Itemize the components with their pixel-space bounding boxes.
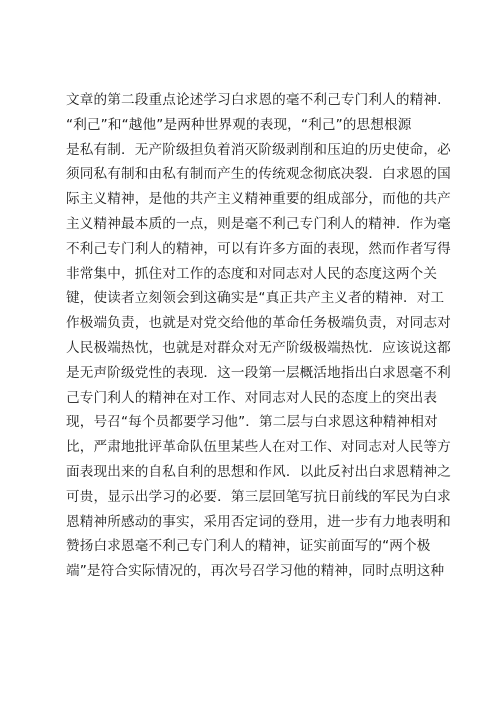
- text-line: 面表现出来的自私自利的思想和作风．以此反衬出白求恩精神之: [66, 463, 451, 480]
- text-line: 键，使读者立刻领会到这确实是“真正共产主义者的精神．对工: [66, 290, 445, 307]
- text-line: “利己”和“越他”是两种世界观的表现，“利己”的思想根源: [66, 116, 412, 133]
- text-line: 文章的第二段重点论述学习白求恩的毫不利己专门利人的精神.: [66, 92, 442, 108]
- text-line: 赞扬白求恩毫不利己专门利人的精神，证实前面写的“两个极: [66, 538, 431, 555]
- body-paragraph: [66, 88, 451, 584]
- text-line: 是无声阶级党性的表现．这一段第一层概活地指出白求恩毫不利: [66, 364, 451, 381]
- text-line: 己专门利人的精神在对工作、对同志对人民的态度上的突出表: [66, 389, 438, 406]
- text-line: 人民极端热忱，也就是对群众对无产阶级极端热忱．应该说这都: [66, 339, 451, 356]
- text-line: 是私有制．无产阶级担负着消灭阶级剥削和压迫的历史使命，必: [66, 141, 451, 158]
- text-line: 可贵，显示出学习的必要．第三层回笔写抗日前线的军民为白求: [66, 488, 451, 505]
- text-line: 须同私有制和由私有制而产生的传统观念彻底决裂．白求恩的国: [66, 166, 451, 183]
- text-line: 非常集中，抓住对工作的态度和对同志对人民的态度这两个关: [66, 265, 438, 282]
- text-line: 恩精神所感动的事实，采用否定词的登用，进一步有力地表明和: [66, 513, 451, 530]
- text-line: 不利己专门利人的精神，可以有许多方面的表现，然而作者写得: [66, 240, 451, 257]
- text-line: 主义精神最本质的一点，则是毫不利己专门利人的精神．作为毫: [66, 215, 451, 232]
- text-line: 际主义精神，是他的共产主义精神重要的组成部分，而他的共产: [66, 191, 451, 208]
- text-line: 现，号召“每个员都要学习他”．第二层与白求恩这种精神相对: [66, 414, 438, 431]
- text-line: 端”是符合实际情况的，再次号召学习他的精神，同时点明这种: [66, 563, 445, 580]
- text-line: 作极端负责，也就是对党交给他的革命任务极端负责，对同志对: [66, 315, 451, 332]
- text-line: 比，严肃地批评革命队伍里某些人在对工作、对同志对人民等方: [66, 439, 451, 456]
